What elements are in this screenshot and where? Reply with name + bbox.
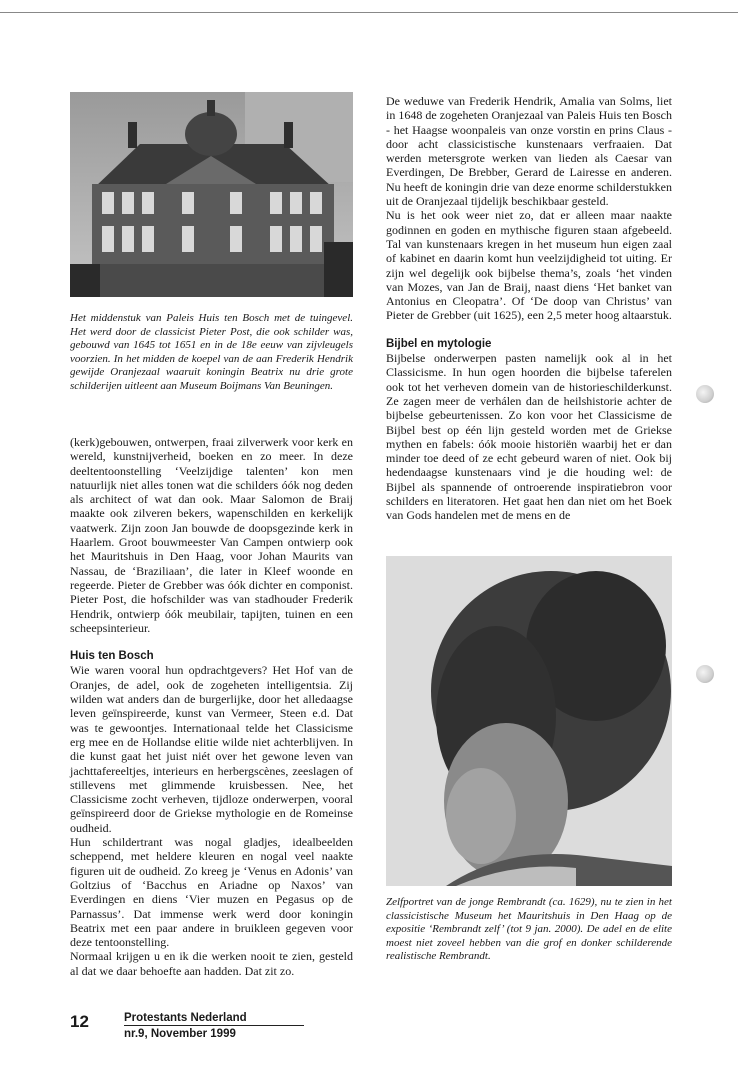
paragraph: Normaal krijgen u en ik die werken nooit te zien, gesteld al dat we daar behoefte aan hadden. Dat zit zo. [70,949,353,978]
binder-hole [696,665,714,683]
paragraph: Wie waren vooral hun opdrachtgevers? Het Hof van de Oranjes, de adel, ook de zogeheten intelligentsia. Zij wilden wat anders dan de burgerlijke, door het alledaagse leven geïnspireerde, kunst van Vermeer, Steen e.d. Dat was te gewoontjes. Internationaal telde het Classicisme erg mee en de Hollandse elitie wilde niet achterblijven. In die kunst gaat het juist niét over het gewone leven van jachttafereeltjes, interieurs en herbergscènes, zeeslagen of stillevens met glimmende kruisbessen. Nee, het Classicisme zocht verheven, tijdloze onderwerpen, vooral geïnspireerd door de Griekse mythologie en de Romeinse oudheid. [70,663,353,835]
left-column-text [70,435,353,978]
paragraph: De weduwe van Frederik Hendrik, Amalia van Solms, liet in 1648 de zogeheten Oranjezaal van Paleis Huis ten Bosch - het Haagse woonpaleis van onze vorstin en prins Claus - door acht classicistische kunstenaars verfraaien. Dat werden metersgrote werken van lieden als Caesar van Everdingen, De Brebber, Gerard de Lairesse en anderen. Nu heeft de koningin drie van deze enorme schilderstukken uit de Oranjezaal tijdelijk beschikbaar gesteld. [386,94,672,209]
paragraph: Hun schildertrant was nogal gladjes, idealbeelden scheppend, met heldere kleuren en nogal veel naakte figuren uit de oudheid. Zo kreeg je ‘Venus en Adonis’ van Goltzius of ‘Bacchus en Ariadne op Naxos’ van Everdingen en diens ‘Vier muzen en Pegasus op de Parnassus’. Dat immense werk werd door koningin Beatrix met een paar andere in bruikleen gegeven voor deze tentoonstelling. [70,835,353,950]
issue-info: nr.9, November 1999 [124,1028,236,1040]
magazine-title: Protestants Nederland [124,1012,247,1024]
section-heading-huis-ten-bosch: Huis ten Bosch [70,650,154,663]
rembrandt-self-portrait-photo [386,556,672,886]
binder-hole [696,385,714,403]
page-number: 12 [70,1012,89,1031]
section-heading-bijbel-en-mytologie: Bijbel en mytologie [386,337,492,350]
paragraph: Bijbelse onderwerpen pasten namelijk ook al in het Classicisme. In hun ogen hoorden die bijbelse taferelen ook tot het verheven domein van de historieschilderkunst. Ze zagen meer de verhálen dan de heilshistorie achter de bijbelse gebeurtenissen. Zo kon voor het Classicisme de Bijbel best op één lijn gesteld worden met de Griekse mythen en fabels: óók mooie historiën waarbij het er dan minder toe deed of ze echt gebeurd waren of niet. Ook bij hedendaagse kunstenaars vind je die houding wel: de Bijbel als spannende of ontroerende inspiratiebron voor schilders en literatoren. Het gaat hen dan niet om het Boek van Gods handelen met de mens en de [386,351,672,523]
footer-rule [124,1025,304,1026]
huis-ten-bosch-photo [70,92,353,297]
paragraph: (kerk)gebouwen, ontwerpen, fraai zilverwerk voor kerk en wereld, kunstnijverheid, boeken en zo meer. In deze deeltentoonstelling ‘Veelzijdige talenten’ kon men natuurlijk niet alles tonen wat die schilders óók nog deden als architect of wat dan ook. Maar Salomon de Braij maakte ook zilveren bekers, wapenschilden en kerkelijk vaatwerk. Zijn zoon Jan bouwde de doopsgezinde kerk in Haarlem. Groot bouwmeester Van Campen ontwierp ook het Mauritshuis in Den Haag, voor Johan Maurits van Nassau, de ‘Braziliaan’, die later in Kleef woonde en regeerde. Pieter de Grebber was óók dichter en componist. Pieter Post, die hofschilder was van stadhouder Frederik Hendrik, ontwierp óók meubilair, tapijten, tuinen en een scheepsinterieur. [70,435,353,635]
right-column-text [386,94,672,523]
portrait-caption: Zelfportret van de jonge Rembrandt (ca. 1629), nu te zien in het classicistische Museum het Mauritshuis in Den Haag op de expositie ‘Rembrandt zelf’ (tot 9 jan. 2000). De adel en de elite moest niet zoveel hebben van die grof en donker schilderende realistische Rembrandt. [386,896,672,963]
house-photo-caption: Het middenstuk van Paleis Huis ten Bosch met de tuingevel. Het werd door de classicist Pieter Post, die ook schilder was, gebouwd van 1645 tot 1651 en in de 18e eeuw van zijvleugels voorzien. In het midden de koepel van de aan Frederik Hendrik gewijde Oranjezaal waaruit koningin Beatrix nu drie grote schilderijen uitleent aan Museum Boijmans Van Beuningen. [70,312,353,392]
magazine-footer [124,1011,247,1041]
top-rule [0,12,738,13]
paragraph: Nu is het ook weer niet zo, dat er alleen maar naakte godinnen en goden en mythische figuren staan afgebeeld. Tal van kunstenaars kregen in het museum hun eigen zaal of kabinet en daarin komt hun veelzijdigheid tot uiting. Er zijn wel degelijk ook bijbelse thema’s, zoals ‘het vinden van Mozes, van Jan de Braij, naast diens ‘Het banket van Antonius en Cleopatra’. Of ‘De doop van Christus’ van Pieter de Grebber (uit 1625), een 2,5 meter hoog altaarstuk. [386,208,672,323]
